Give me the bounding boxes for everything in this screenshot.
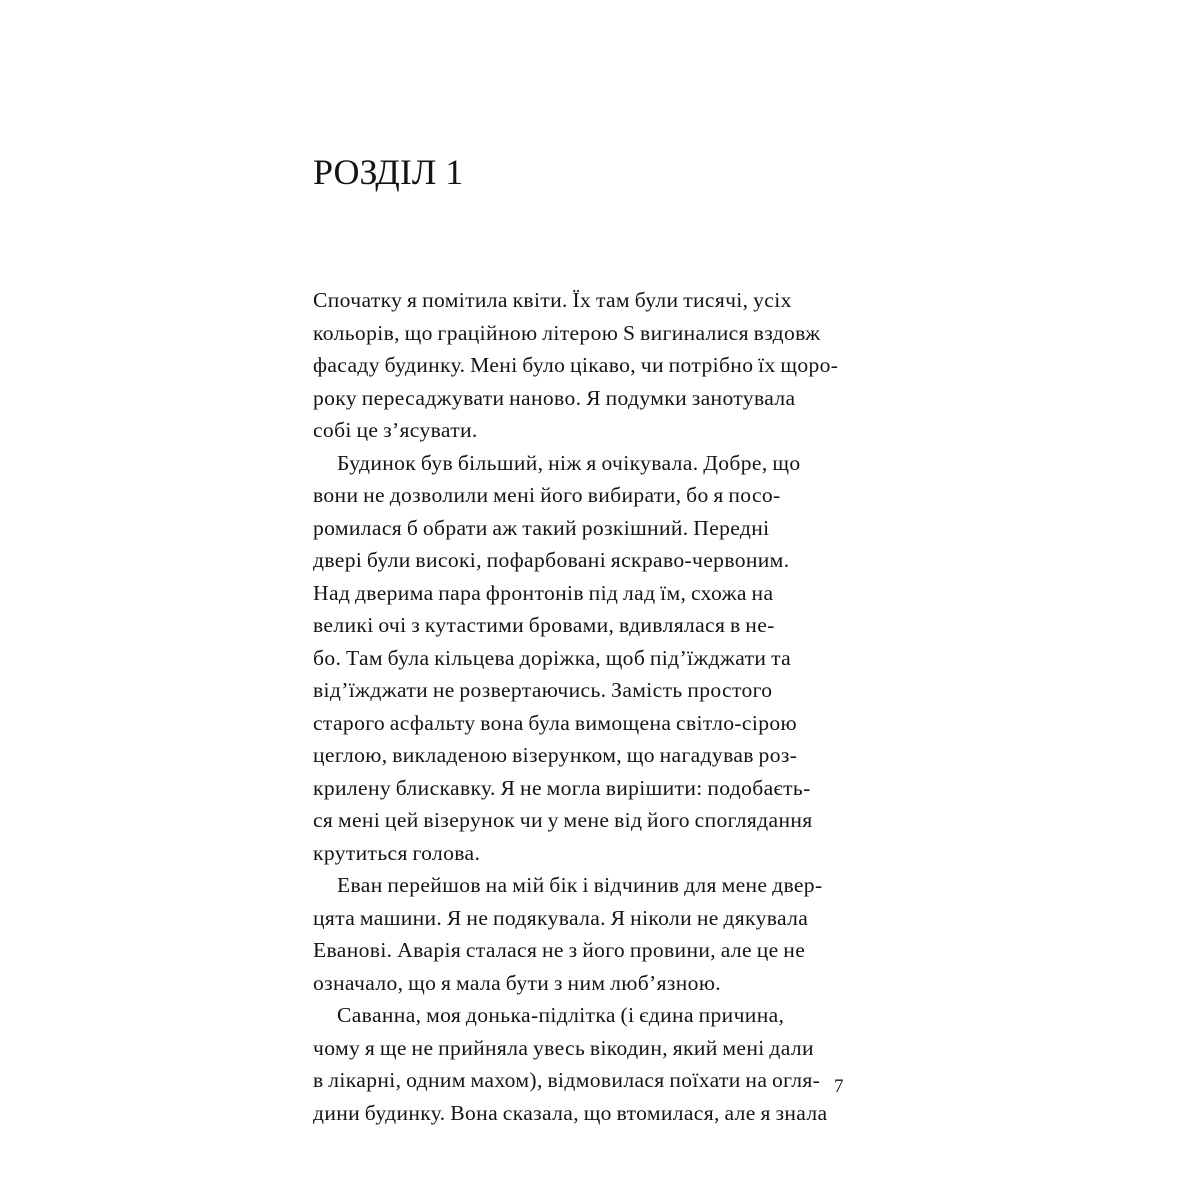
- text-line: старого асфальту вона була вимощена світло-сірою: [313, 710, 797, 735]
- text-line: чому я ще не прийняла увесь вікодин, який мені дали: [313, 1035, 814, 1060]
- text-line: цята машини. Я не подякувала. Я ніколи не дякувала: [313, 905, 809, 930]
- text-line: собі це з’ясувати.: [313, 418, 478, 442]
- text-line: Над дверима пара фронтонів під лад їм, схожа на: [313, 580, 774, 605]
- text-line: означало, що я мала бути з ним люб’язною.: [313, 970, 722, 995]
- text-line: вони не дозволили мені його вибирати, бо я посо-: [313, 483, 781, 507]
- text-line: в лікарні, одним махом), відмовилася поїхати на огля-: [313, 1068, 821, 1092]
- body-text: [313, 284, 851, 1129]
- text-line: ромилася б обрати аж такий розкішний. Передні: [313, 515, 770, 540]
- text-line: бо. Там була кільцева доріжка, щоб під’їжджати та: [313, 645, 792, 670]
- text-line: цеглою, викладеною візерунком, що нагадував роз-: [313, 743, 798, 767]
- text-line: крутиться голова.: [313, 840, 481, 865]
- text-line: фасаду будинку. Мені було цікаво, чи потрібно їх щоро-: [313, 353, 839, 377]
- text-line: Будинок був більший, ніж я очікувала. Добре, що: [337, 450, 801, 475]
- text-line: ся мені цей візерунок чи у мене від його споглядання: [313, 808, 813, 832]
- text-line: року пересаджувати наново. Я подумки занотувала: [313, 385, 796, 410]
- text-line: Еванові. Аварія сталася не з його провини, але це не: [313, 938, 806, 962]
- chapter-title: РОЗДІЛ 1: [313, 152, 464, 192]
- text-line: дини будинку. Вона сказала, що втомилася, але я знала: [313, 1100, 828, 1125]
- text-line: двері були високі, пофарбовані яскраво-червоним.: [313, 548, 790, 572]
- text-line: Еван перейшов на мій бік і відчинив для мене двер-: [337, 873, 823, 897]
- page-number: 7: [834, 1076, 844, 1097]
- text-line: від’їжджати не розвертаючись. Замість простого: [313, 678, 773, 702]
- text-line: кольорів, що граційною літерою S вигиналися вздовж: [313, 320, 821, 345]
- text-line: Спочатку я помітила квіти. Їх там були тисячі, усіх: [313, 288, 792, 312]
- text-line: великі очі з кутастими бровами, вдивлялася в не-: [313, 613, 775, 637]
- text-line: крилену блискавку. Я не могла вирішити: подобаєть-: [313, 775, 811, 800]
- text-line: Саванна, моя донька-підлітка (і єдина причина,: [337, 1003, 785, 1027]
